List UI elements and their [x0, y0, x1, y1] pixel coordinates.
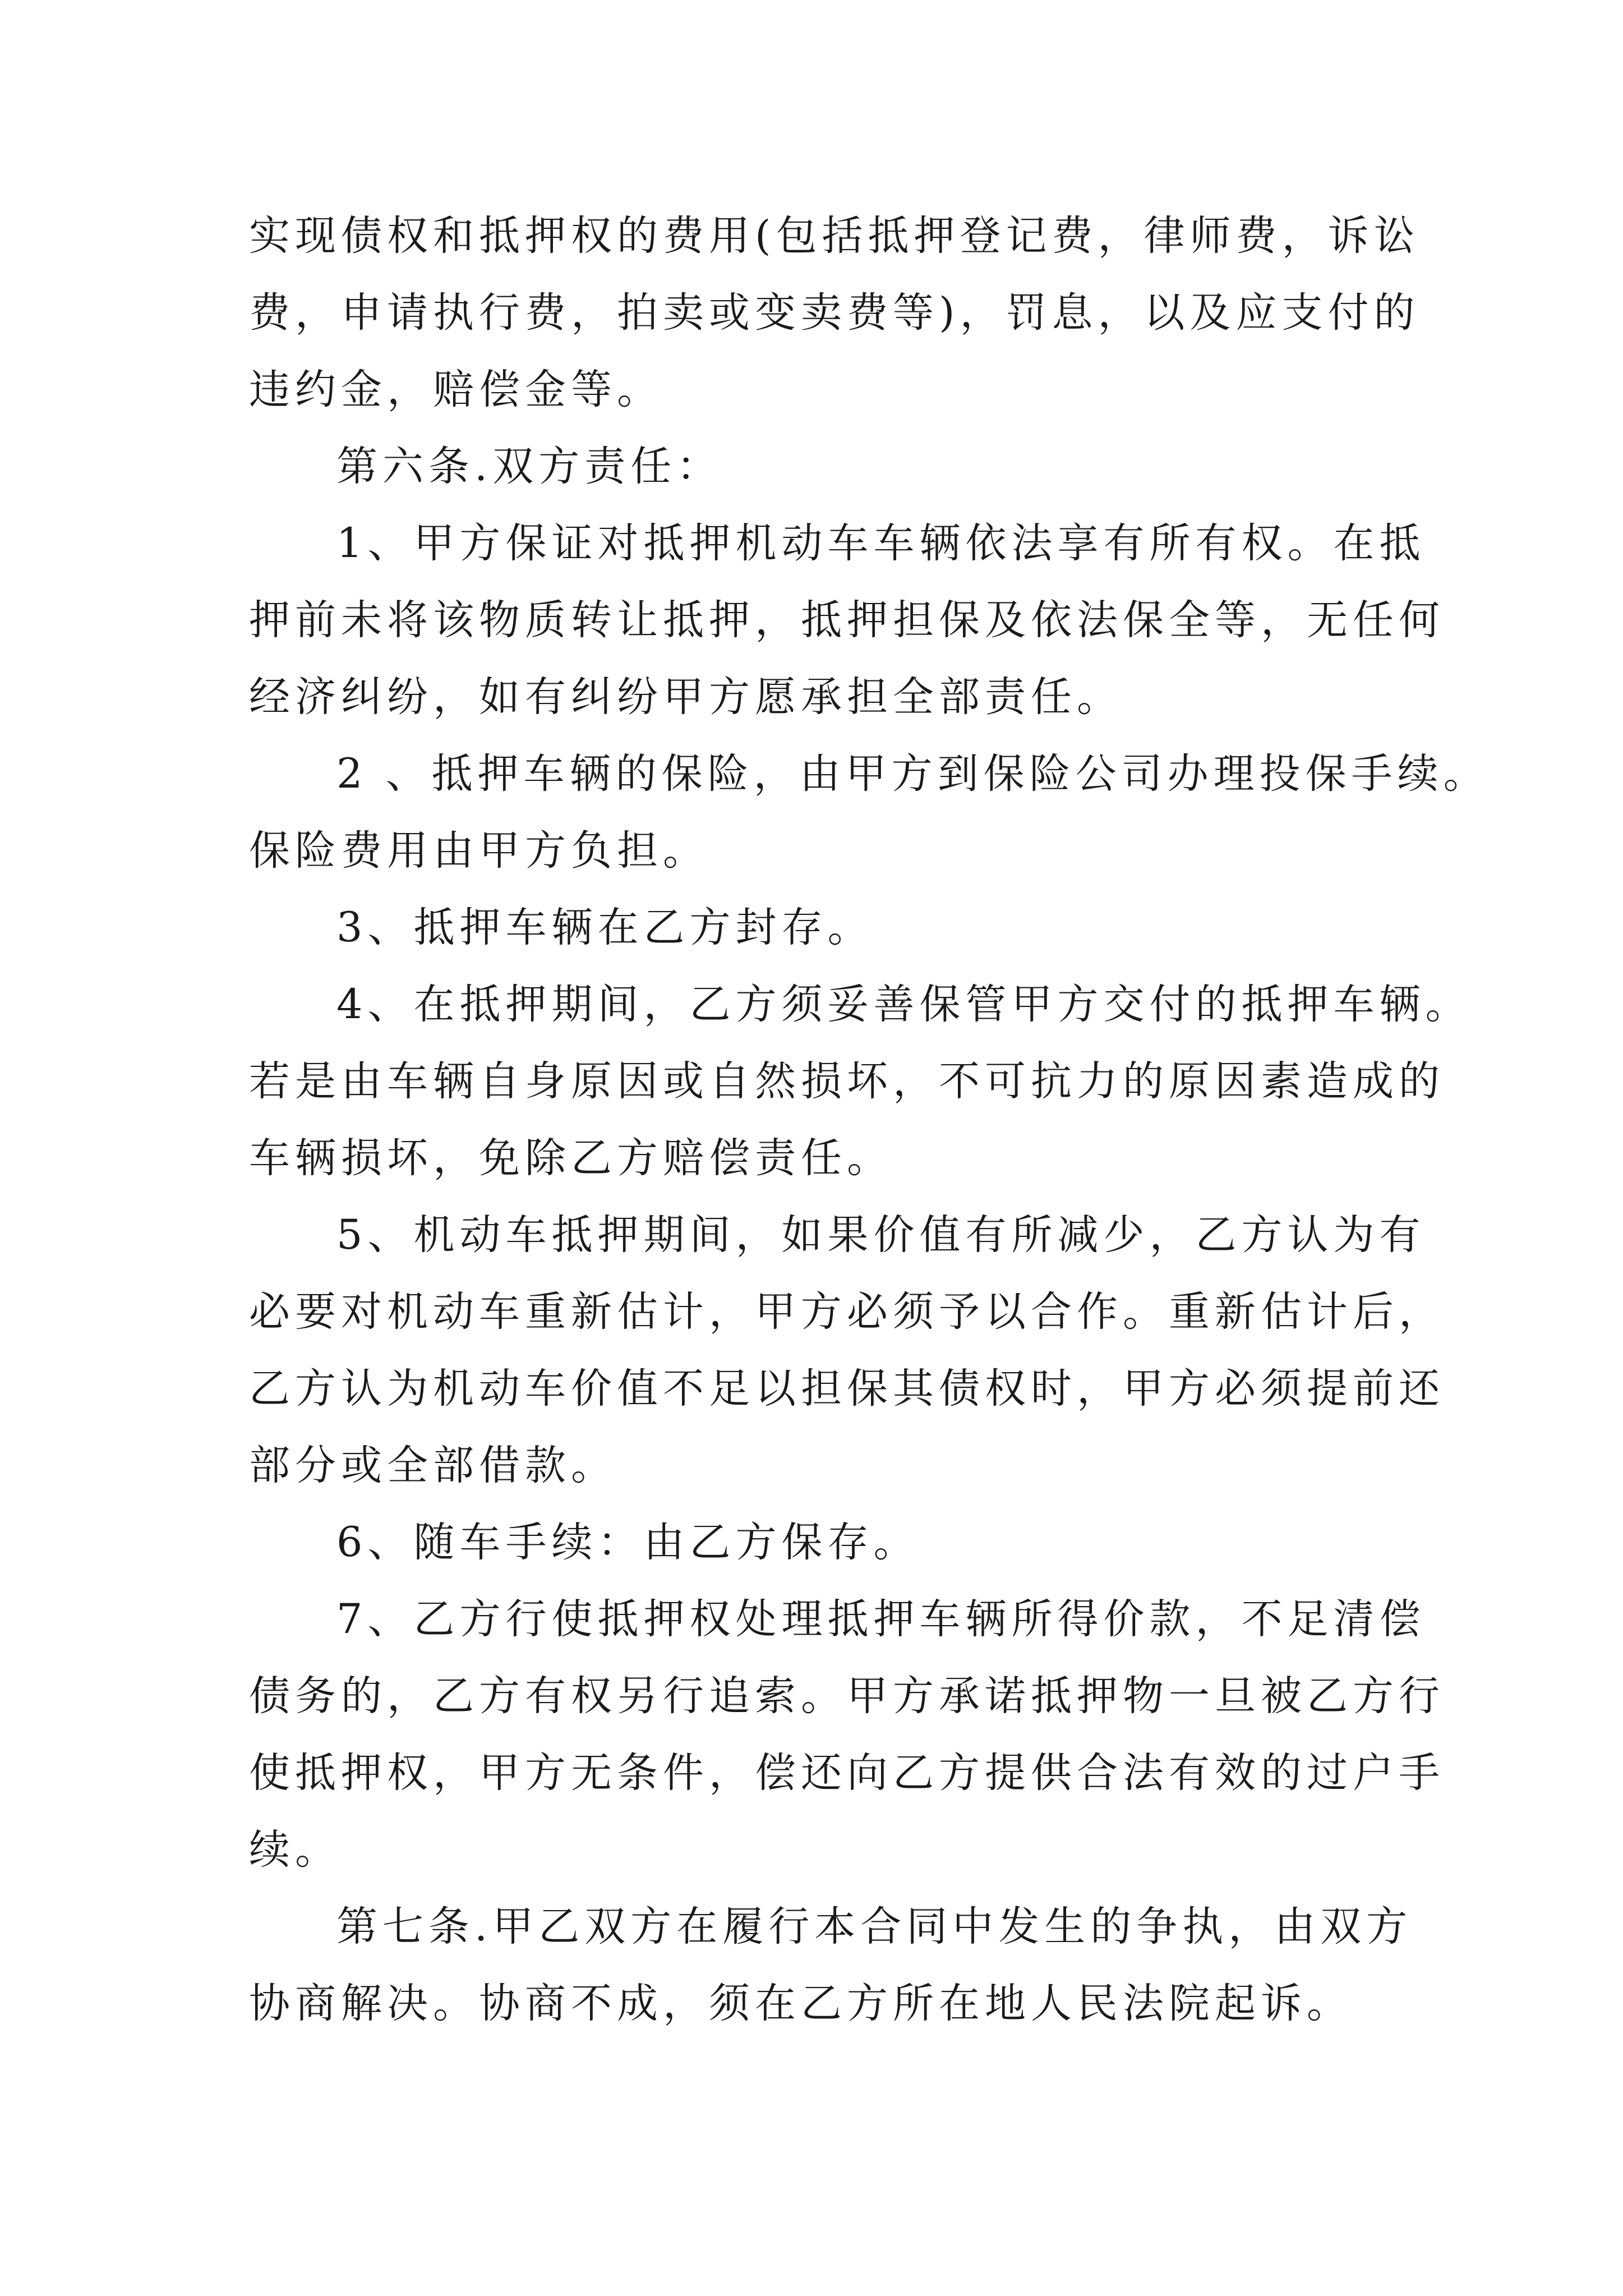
text-line: 经济纠纷，如有纠纷甲方愿承担全部责任。: [249, 673, 1123, 721]
text-line: 续。: [249, 1826, 341, 1874]
text-line: 保险费用由甲方负担。: [249, 827, 709, 875]
text-line: 使抵押权，甲方无条件，偿还向乙方提供合法有效的过户手: [249, 1749, 1445, 1797]
section-heading: 第七条.甲乙双方在履行本合同中发生的争执，由双方: [336, 1903, 1413, 1950]
text-line: 3、抵押车辆在乙方封存。: [336, 904, 874, 951]
section-heading: 第六条.双方责任：: [336, 443, 723, 490]
text-line: 实现债权和抵押权的费用(包括抵押登记费，律师费，诉讼: [249, 212, 1420, 260]
text-line: 必要对机动车重新估计，甲方必须予以合作。重新估计后，: [249, 1288, 1445, 1336]
text-line: 车辆损坏，免除乙方赔偿责任。: [249, 1134, 893, 1182]
text-line: 押前未将该物质转让抵押，抵押担保及依法保全等，无任何: [249, 596, 1445, 644]
text-line: 7、乙方行使抵押权处理抵押车辆所得价款，不足清偿: [336, 1595, 1426, 1643]
text-line: 6、随车手续：由乙方保存。: [336, 1519, 920, 1566]
text-line: 乙方认为机动车价值不足以担保其债权时，甲方必须提前还: [249, 1365, 1445, 1412]
text-line: 协商解决。协商不成，须在乙方所在地人民法院起诉。: [249, 1980, 1353, 2027]
text-line: 费，申请执行费，拍卖或变卖费等)，罚息，以及应支付的: [249, 289, 1420, 337]
text-line: 债务的，乙方有权另行追索。甲方承诺抵押物一旦被乙方行: [249, 1672, 1445, 1720]
text-line: 5、机动车抵押期间，如果价值有所减少，乙方认为有: [336, 1211, 1426, 1259]
text-line: 4、在抵押期间，乙方须妥善保管甲方交付的抵押车辆。: [336, 981, 1472, 1028]
text-line: 部分或全部借款。: [249, 1442, 617, 1489]
text-line: 违约金，赔偿金等。: [249, 366, 663, 413]
text-line: 2 、抵押车辆的保险，由甲方到保险公司办理投保手续。: [336, 750, 1490, 798]
text-line: 1、甲方保证对抵押机动车车辆依法享有所有权。在抵: [336, 519, 1426, 567]
text-line: 若是由车辆自身原因或自然损坏，不可抗力的原因素造成的: [249, 1057, 1445, 1105]
